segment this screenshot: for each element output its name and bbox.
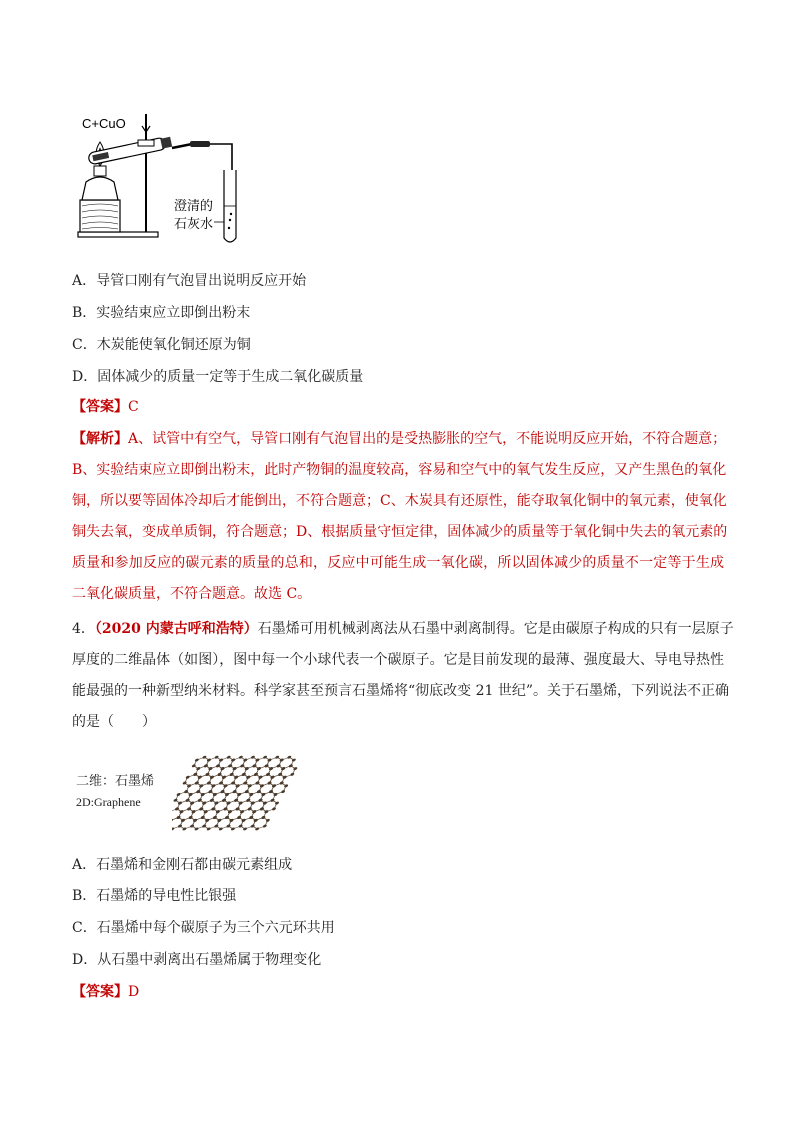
test-tube xyxy=(88,136,173,165)
stem-line: 厚度的二维晶体（如图），图中每一个小球代表一个碳原子。它是目前发现的最薄、强度最大、导电导热性 xyxy=(72,652,724,668)
stem-line xyxy=(72,614,734,645)
option-text: 固体减少的质量一定等于生成二氧化碳质量 xyxy=(97,369,364,385)
apparatus-figure xyxy=(72,110,262,250)
graphene-lattice-image xyxy=(172,750,312,850)
option-text: 石墨烯中每个碳原子为三个六元环共用 xyxy=(96,920,335,936)
option-text: 石墨烯的导电性比银强 xyxy=(96,888,237,904)
option-letter: D． xyxy=(72,952,98,968)
stand-base xyxy=(78,232,158,237)
limewater-label-1: 澄清的 xyxy=(174,198,214,213)
analysis-label: 【解析】 xyxy=(72,431,128,447)
answer-label: 【答案】 xyxy=(72,399,128,415)
graphene-figure xyxy=(72,750,312,850)
q4-stem xyxy=(72,614,734,738)
graphene-figure-subtitle: 2D:Graphene xyxy=(76,795,141,809)
apparatus-diagram xyxy=(72,110,262,250)
option-letter: C． xyxy=(72,920,97,936)
limewater-label-2: 石灰水 xyxy=(174,216,214,231)
analysis-line: 铜失去氧，变成单质铜，符合题意；D、根据质量守恒定律，固体减少的质量等于氧化铜中失去的氧元素的 xyxy=(72,524,728,540)
option-text: 从石墨中剥离出石墨烯属于物理变化 xyxy=(97,952,322,968)
analysis-line: 质量和参加反应的碳元素的质量的总和，反应中可能生成一氧化碳，所以固体减少的质量不一定等于生成 xyxy=(72,555,724,571)
stem-text: 石墨烯可用机械剥离法从石墨中剥离制得。它是由碳原子构成的只有一层原子 xyxy=(257,621,734,637)
q4-answer xyxy=(72,982,139,1002)
q4-option-d xyxy=(72,950,321,970)
analysis-line xyxy=(72,424,727,455)
option-letter: A． xyxy=(72,857,97,873)
q3-option-d xyxy=(72,367,363,387)
graphene-figure-title: 二维：石墨烯 xyxy=(76,774,155,789)
option-letter: B． xyxy=(72,888,97,904)
option-text: 导管口刚有气泡冒出说明反应开始 xyxy=(96,273,307,289)
q4-option-c xyxy=(72,918,335,938)
option-letter: C． xyxy=(72,337,97,353)
delivery-tube xyxy=(172,144,192,148)
option-text: 木炭能使氧化铜还原为铜 xyxy=(96,337,251,353)
option-text: 实验结束应立即倒出粉末 xyxy=(96,305,251,321)
stem-line: 能最强的一种新型纳米材料。科学家甚至预言石墨烯将“彻底改变 21 世纪”。关于石墨烯，下列说法不正确 xyxy=(72,683,730,699)
reactant-label: C+CuO xyxy=(82,116,126,131)
q3-option-a xyxy=(72,271,306,291)
q3-option-c xyxy=(72,335,251,355)
option-letter: D． xyxy=(72,369,98,385)
q4-option-b xyxy=(72,886,236,906)
option-letter: B． xyxy=(72,305,97,321)
option-letter: A． xyxy=(72,273,97,289)
question-number: 4． xyxy=(72,621,95,637)
answer-value: D xyxy=(128,984,140,1000)
option-text: 石墨烯和金刚石都由碳元素组成 xyxy=(96,857,293,873)
analysis-text: A、试管中有空气，导管口刚有气泡冒出的是受热膨胀的空气，不能说明反应开始，不符合题意； xyxy=(128,431,727,447)
question-source: （2020 内蒙古呼和浩特） xyxy=(94,621,258,637)
q3-answer xyxy=(72,397,139,417)
q3-option-b xyxy=(72,303,250,323)
answer-value: C xyxy=(128,399,139,415)
analysis-line: 铜，所以要等固体冷却后才能倒出，不符合题意；C、木炭具有还原性，能夺取氧化铜中的氧元素，使氧化 xyxy=(72,493,727,509)
answer-label: 【答案】 xyxy=(72,984,128,1000)
stem-line: 的是（ ） xyxy=(72,714,156,730)
analysis-line: B、实验结束应立即倒出粉末，此时产物铜的温度较高，容易和空气中的氧气发生反应，又产生黑色的氧化 xyxy=(72,462,727,478)
q3-analysis xyxy=(72,424,728,610)
analysis-line: 二氧化碳质量，不符合题意。故选 C。 xyxy=(72,586,312,602)
q4-option-a xyxy=(72,855,292,875)
alcohol-lamp xyxy=(82,177,118,200)
